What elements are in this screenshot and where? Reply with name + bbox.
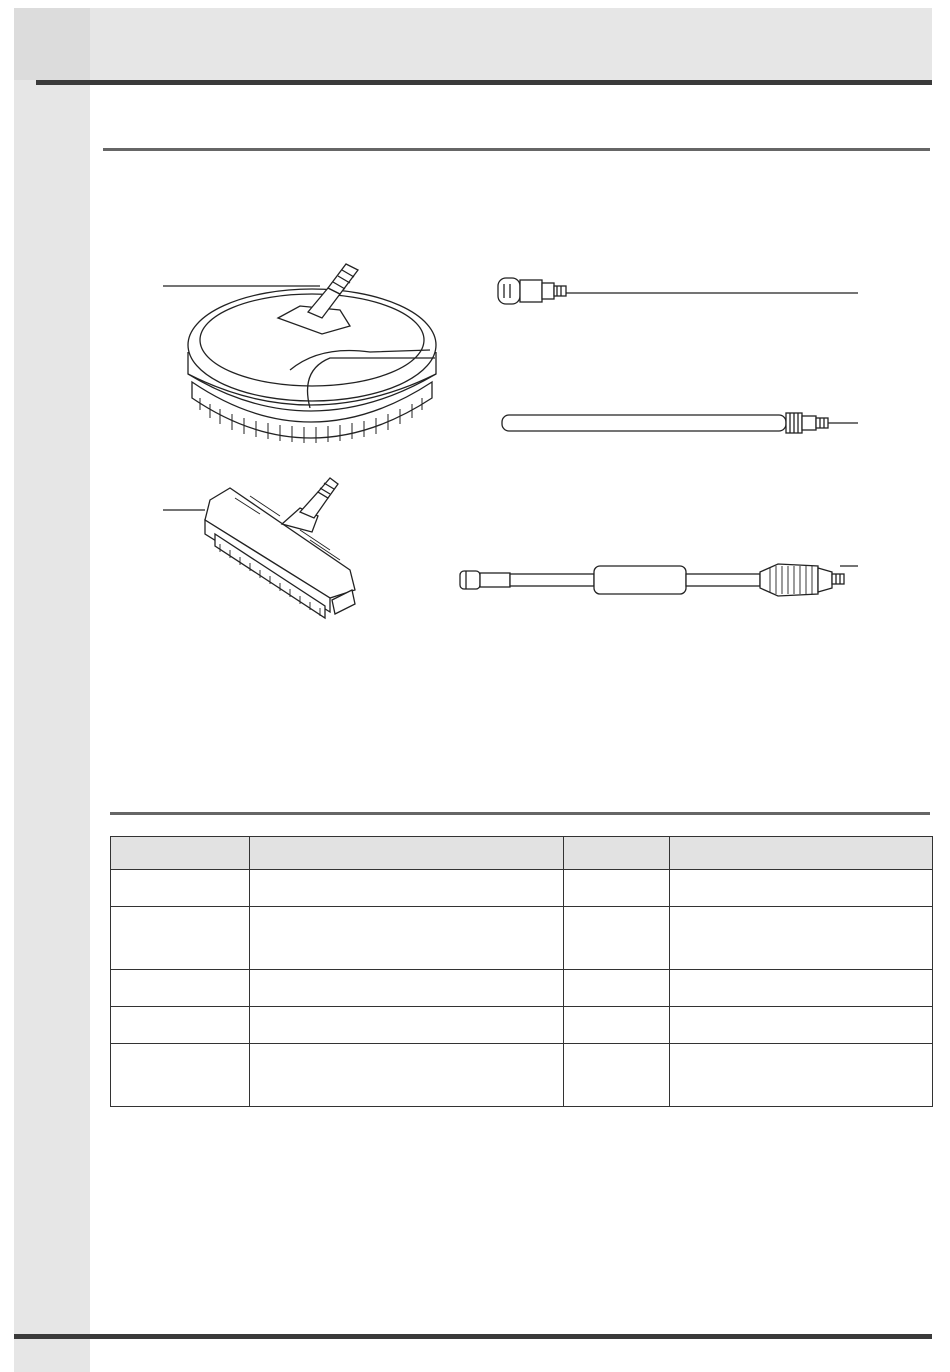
table-cell — [111, 1044, 250, 1107]
table-cell — [250, 870, 564, 907]
table-cell — [111, 970, 250, 1007]
table-cell — [250, 970, 564, 1007]
table-cell — [564, 1044, 670, 1107]
table-header-cell — [111, 837, 250, 870]
table-row — [111, 970, 933, 1007]
table-cell — [250, 907, 564, 970]
table-row — [111, 1044, 933, 1107]
table-cell — [670, 907, 933, 970]
extension-wand-icon — [502, 413, 858, 433]
table-cell — [250, 1044, 564, 1107]
table-cell — [564, 907, 670, 970]
table-row — [111, 1007, 933, 1044]
table-row — [111, 870, 933, 907]
table-header-row — [111, 837, 933, 870]
table-header-cell — [670, 837, 933, 870]
table-cell — [564, 970, 670, 1007]
table-cell — [670, 970, 933, 1007]
rotating-surface-brush-icon — [163, 264, 436, 443]
table-cell — [111, 870, 250, 907]
quick-connect-adapter-icon — [498, 278, 858, 304]
table-cell — [670, 1044, 933, 1107]
deck-brush-icon — [163, 478, 355, 618]
table-cell — [111, 907, 250, 970]
table-cell — [670, 1007, 933, 1044]
table-cell — [564, 870, 670, 907]
spray-lance-icon — [460, 564, 858, 596]
table-header-cell — [564, 837, 670, 870]
table-cell — [670, 870, 933, 907]
table-cell — [111, 1007, 250, 1044]
table-row — [111, 907, 933, 970]
table-header-cell — [250, 837, 564, 870]
table-cell — [250, 1007, 564, 1044]
parts-table — [110, 836, 933, 1107]
table-cell — [564, 1007, 670, 1044]
